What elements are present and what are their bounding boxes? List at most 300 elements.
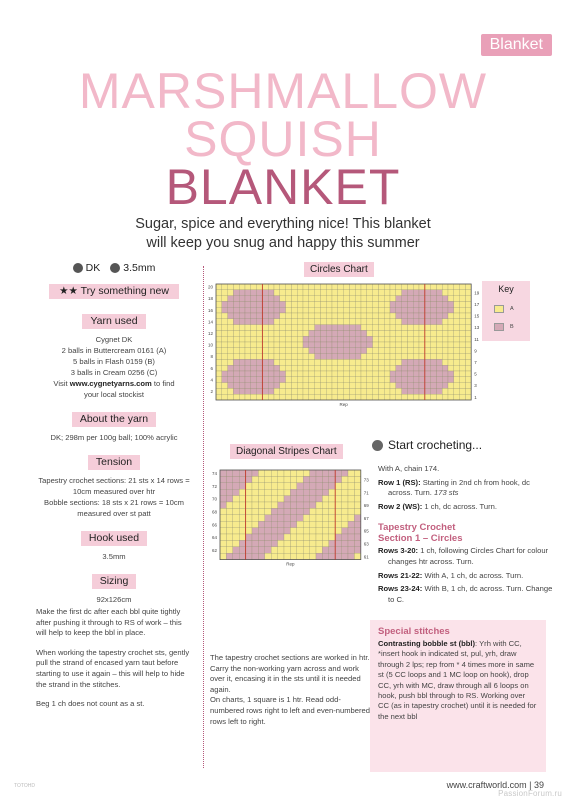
circles-cell xyxy=(413,296,419,302)
circles-cell xyxy=(355,325,361,331)
circles-cell xyxy=(262,301,268,307)
circles-cell xyxy=(431,371,437,377)
subtitle-line-2: will keep you snug and happy this summer xyxy=(146,235,420,251)
stripes-cell xyxy=(342,521,348,527)
circles-cell xyxy=(425,354,431,360)
circles-cell xyxy=(431,301,437,307)
circles-cell xyxy=(222,307,228,313)
circles-cell xyxy=(309,377,315,383)
circles-cell xyxy=(344,348,350,354)
circles-cell xyxy=(425,307,431,313)
circles-cell xyxy=(216,325,222,331)
stripes-row-label: 62 xyxy=(211,547,217,553)
circles-cell xyxy=(448,307,454,313)
circles-cell xyxy=(262,296,268,302)
circles-cell xyxy=(448,365,454,371)
circles-cell xyxy=(268,383,274,389)
stripes-cell xyxy=(290,476,296,482)
circles-cell xyxy=(442,307,448,313)
stripes-cell xyxy=(239,476,245,482)
sizing-text: 92x126cm xyxy=(96,595,132,604)
yarn-website-link[interactable]: www.cygnetyarns.com xyxy=(69,379,152,388)
stripes-cell xyxy=(342,476,348,482)
stripes-row-label: 72 xyxy=(211,483,217,489)
circles-cell xyxy=(367,290,373,296)
circles-cell xyxy=(431,336,437,342)
circles-cell xyxy=(367,301,373,307)
circles-cell xyxy=(251,313,257,319)
stripes-cell xyxy=(233,540,239,546)
circles-cell xyxy=(460,330,466,336)
circles-cell xyxy=(373,377,379,383)
circles-cell xyxy=(425,371,431,377)
circles-cell xyxy=(309,336,315,342)
circles-cell xyxy=(454,307,460,313)
circles-cell xyxy=(239,359,245,365)
stripes-cell xyxy=(239,483,245,489)
circles-cell xyxy=(431,296,437,302)
stripes-cell xyxy=(316,515,322,521)
stripes-cell xyxy=(329,534,335,540)
circles-cell xyxy=(338,371,344,377)
circles-cell xyxy=(367,313,373,319)
circles-cell xyxy=(303,296,309,302)
circles-cell xyxy=(396,325,402,331)
circles-cell xyxy=(315,330,321,336)
circles-cell xyxy=(286,325,292,331)
circles-cell xyxy=(442,354,448,360)
circles-cell xyxy=(419,377,425,383)
circles-cell xyxy=(419,394,425,400)
circles-cell xyxy=(465,365,471,371)
circles-cell xyxy=(419,313,425,319)
stripes-cell xyxy=(290,496,296,502)
circles-cell xyxy=(268,365,274,371)
stripes-cell xyxy=(258,489,264,495)
circles-cell xyxy=(233,336,239,342)
stripes-cell xyxy=(310,528,316,534)
stripes-cell xyxy=(297,508,303,514)
circles-cell xyxy=(257,336,263,342)
circles-cell xyxy=(228,319,234,325)
circles-cell xyxy=(239,319,245,325)
circles-cell xyxy=(402,284,408,290)
stripes-cell xyxy=(354,528,360,534)
circles-cell xyxy=(257,371,263,377)
circles-cell xyxy=(309,330,315,336)
stripes-cell xyxy=(226,489,232,495)
circles-cell xyxy=(378,383,384,389)
circles-cell xyxy=(442,371,448,377)
circles-cell xyxy=(419,307,425,313)
stripes-cell xyxy=(348,534,354,540)
circles-cell xyxy=(338,313,344,319)
circles-cell xyxy=(332,394,338,400)
circles-cell xyxy=(390,313,396,319)
stripes-cell xyxy=(303,521,309,527)
circles-cell xyxy=(216,313,222,319)
circles-cell xyxy=(349,348,355,354)
circles-cell xyxy=(274,313,280,319)
stripes-cell xyxy=(354,502,360,508)
stripes-cell xyxy=(322,553,328,559)
circles-cell xyxy=(396,330,402,336)
bullet-icon xyxy=(372,440,383,451)
circles-cell xyxy=(291,377,297,383)
circles-cell xyxy=(454,342,460,348)
circles-cell xyxy=(413,336,419,342)
site-link[interactable]: www.craftworld.com xyxy=(446,780,527,790)
circles-cell xyxy=(216,383,222,389)
stripes-cell xyxy=(278,515,284,521)
hook-heading: Hook used xyxy=(81,531,147,546)
circles-cell xyxy=(465,359,471,365)
stripes-cell xyxy=(246,528,252,534)
special-text: Contrasting bobble st (bbl): Yrh with CC, *insert hook in indicated st, pul, yrh, draw through 2 lps; rep from * 4 times more in same st (5 CC loops and 1 MC loop on hook), drop CC, yrh with MC, draw through all 6 loops on hook, push bbl through to RS. Working over CC (as in tapestry crochet) until it is needed for the next bbl xyxy=(378,639,537,721)
stripes-cell xyxy=(335,483,341,489)
circles-cell xyxy=(361,313,367,319)
circles-cell xyxy=(425,388,431,394)
circles-cell xyxy=(378,365,384,371)
circles-cell xyxy=(280,388,286,394)
circles-cell xyxy=(465,325,471,331)
circles-cell xyxy=(460,371,466,377)
circles-cell xyxy=(245,371,251,377)
circles-row-label: 18 xyxy=(207,296,213,302)
stripes-cell xyxy=(258,534,264,540)
circles-cell xyxy=(460,319,466,325)
circles-cell xyxy=(402,290,408,296)
stripes-cell xyxy=(335,540,341,546)
circles-cell xyxy=(233,307,239,313)
key-label-b: B xyxy=(510,324,514,330)
circles-cell xyxy=(251,336,257,342)
circles-cell xyxy=(303,290,309,296)
circles-cell xyxy=(349,319,355,325)
stripes-cell xyxy=(226,476,232,482)
stripes-cell xyxy=(271,489,277,495)
circles-cell xyxy=(390,388,396,394)
circles-cell xyxy=(245,354,251,360)
circles-cell xyxy=(233,365,239,371)
stripes-cell xyxy=(246,502,252,508)
circles-cell xyxy=(332,296,338,302)
hook-text: 3.5mm xyxy=(102,552,126,561)
circles-cell xyxy=(280,354,286,360)
circles-cell xyxy=(344,383,350,389)
circles-cell xyxy=(286,336,292,342)
circles-cell xyxy=(216,319,222,325)
circles-cell xyxy=(431,325,437,331)
stripes-cell xyxy=(297,528,303,534)
circles-cell xyxy=(251,348,257,354)
circles-cell xyxy=(338,342,344,348)
stripes-cell xyxy=(322,547,328,553)
circles-cell xyxy=(257,359,263,365)
circles-cell xyxy=(390,284,396,290)
circles-cell xyxy=(460,325,466,331)
circles-cell xyxy=(413,354,419,360)
circles-cell xyxy=(332,290,338,296)
circles-cell xyxy=(465,354,471,360)
instructions-column xyxy=(378,440,556,608)
circles-cell xyxy=(338,388,344,394)
circles-cell xyxy=(460,296,466,302)
circles-cell xyxy=(332,307,338,313)
circles-cell xyxy=(367,359,373,365)
circles-cell xyxy=(239,371,245,377)
circles-cell xyxy=(454,301,460,307)
circles-cell xyxy=(309,284,315,290)
stripes-cell xyxy=(354,521,360,527)
circles-cell xyxy=(344,319,350,325)
circles-cell xyxy=(303,377,309,383)
circles-cell xyxy=(431,354,437,360)
stripes-cell xyxy=(303,553,309,559)
circles-cell xyxy=(355,284,361,290)
circles-cell xyxy=(280,325,286,331)
circles-cell xyxy=(228,290,234,296)
stripes-cell xyxy=(258,496,264,502)
stripes-cell xyxy=(278,496,284,502)
circles-cell xyxy=(390,301,396,307)
circles-cell xyxy=(222,354,228,360)
stripes-cell xyxy=(348,470,354,476)
stripes-cell xyxy=(310,534,316,540)
circles-cell xyxy=(384,301,390,307)
circles-cell xyxy=(460,301,466,307)
circles-cell xyxy=(286,359,292,365)
circles-cell xyxy=(448,354,454,360)
circles-cell xyxy=(239,348,245,354)
circles-cell xyxy=(332,342,338,348)
circles-cell xyxy=(297,354,303,360)
circles-cell xyxy=(245,330,251,336)
circles-cell xyxy=(378,371,384,377)
key-title: Key xyxy=(498,284,514,294)
circles-cell xyxy=(280,342,286,348)
circles-cell xyxy=(425,383,431,389)
circles-cell xyxy=(367,377,373,383)
circles-cell xyxy=(413,388,419,394)
stripes-cell xyxy=(303,489,309,495)
circles-cell xyxy=(442,359,448,365)
circles-cell xyxy=(297,377,303,383)
circles-cell xyxy=(239,301,245,307)
circles-cell xyxy=(373,388,379,394)
circles-cell xyxy=(454,325,460,331)
circles-cell xyxy=(413,307,419,313)
circles-cell xyxy=(228,296,234,302)
stripes-cell xyxy=(297,496,303,502)
circles-cell xyxy=(326,290,332,296)
circles-cell xyxy=(245,284,251,290)
circles-cell xyxy=(384,296,390,302)
circles-cell xyxy=(262,388,268,394)
circles-cell xyxy=(262,359,268,365)
circles-cell xyxy=(344,336,350,342)
circles-cell xyxy=(268,301,274,307)
circles-cell xyxy=(442,394,448,400)
stripes-cell xyxy=(329,553,335,559)
circles-cell xyxy=(431,330,437,336)
circles-cell xyxy=(454,313,460,319)
circles-cell xyxy=(419,359,425,365)
circles-cell xyxy=(315,325,321,331)
stripes-cell xyxy=(342,515,348,521)
circles-cell xyxy=(320,325,326,331)
stripes-cell xyxy=(278,502,284,508)
circles-cell xyxy=(454,394,460,400)
stripes-cell xyxy=(271,521,277,527)
circles-cell xyxy=(373,365,379,371)
stripes-cell xyxy=(278,483,284,489)
circles-cell xyxy=(297,365,303,371)
stripes-cell xyxy=(297,534,303,540)
circles-cell xyxy=(465,342,471,348)
circles-cell xyxy=(460,336,466,342)
circles-cell xyxy=(448,301,454,307)
circles-cell xyxy=(344,359,350,365)
stripes-cell xyxy=(316,476,322,482)
stripes-cell xyxy=(316,540,322,546)
stripes-cell xyxy=(284,547,290,553)
circles-cell xyxy=(320,284,326,290)
circles-cell xyxy=(233,388,239,394)
stripes-cell xyxy=(303,470,309,476)
stripes-cell xyxy=(246,508,252,514)
circles-cell xyxy=(239,377,245,383)
circles-cell xyxy=(431,348,437,354)
circles-cell xyxy=(303,325,309,331)
stripes-cell xyxy=(265,515,271,521)
stripes-cell xyxy=(239,528,245,534)
stripes-cell xyxy=(297,483,303,489)
circles-cell xyxy=(228,330,234,336)
circles-row-label: 20 xyxy=(207,284,213,290)
circles-cell xyxy=(297,359,303,365)
circles-cell xyxy=(257,284,263,290)
stripes-cell xyxy=(252,470,258,476)
circles-cell xyxy=(413,348,419,354)
stripes-cell xyxy=(290,483,296,489)
circles-cell xyxy=(274,365,280,371)
circles-cell xyxy=(297,301,303,307)
circles-cell xyxy=(309,301,315,307)
circles-cell xyxy=(274,325,280,331)
circles-cell xyxy=(315,284,321,290)
circles-cell xyxy=(332,388,338,394)
circles-cell xyxy=(384,371,390,377)
stripes-cell xyxy=(252,540,258,546)
subtitle-line-1: Sugar, spice and everything nice! This blanket xyxy=(135,216,431,232)
circles-cell xyxy=(407,388,413,394)
circles-cell xyxy=(367,388,373,394)
stripes-cell xyxy=(310,508,316,514)
circles-cell xyxy=(460,290,466,296)
circles-cell xyxy=(402,354,408,360)
circles-cell xyxy=(436,307,442,313)
circles-cell xyxy=(338,325,344,331)
circles-cell xyxy=(460,394,466,400)
circles-cell xyxy=(326,365,332,371)
circles-cell xyxy=(326,301,332,307)
stripes-cell xyxy=(329,470,335,476)
circles-cell xyxy=(407,342,413,348)
circles-cell xyxy=(326,371,332,377)
circles-cell xyxy=(338,284,344,290)
stripes-cell xyxy=(342,528,348,534)
circles-cell xyxy=(442,348,448,354)
stripes-row-label: 71 xyxy=(363,490,369,496)
circles-cell xyxy=(251,301,257,307)
circles-cell xyxy=(378,377,384,383)
circles-cell xyxy=(396,307,402,313)
circles-cell xyxy=(291,365,297,371)
stripes-cell xyxy=(297,547,303,553)
circles-cell xyxy=(233,301,239,307)
stripes-cell xyxy=(310,521,316,527)
circles-cell xyxy=(390,296,396,302)
circles-cell xyxy=(396,383,402,389)
circles-cell xyxy=(384,348,390,354)
circles-cell xyxy=(349,307,355,313)
stripes-cell xyxy=(265,476,271,482)
stripes-cell xyxy=(348,489,354,495)
circles-cell xyxy=(268,394,274,400)
circles-cell xyxy=(419,371,425,377)
circles-cell xyxy=(315,296,321,302)
circles-cell xyxy=(297,388,303,394)
note-paragraph: Make the first dc after each bbl quite tightly after pushing it through to RS of work – this will help to keep the bbl in place. xyxy=(36,607,182,638)
circles-cell xyxy=(448,336,454,342)
stripes-cell xyxy=(322,508,328,514)
circles-cell xyxy=(448,342,454,348)
circles-cell xyxy=(303,330,309,336)
stripes-cell xyxy=(233,489,239,495)
circles-cell xyxy=(228,313,234,319)
circles-cell xyxy=(448,359,454,365)
stripes-cell xyxy=(246,521,252,527)
circles-cell xyxy=(373,319,379,325)
circles-cell xyxy=(274,359,280,365)
stripes-cell xyxy=(233,534,239,540)
circles-cell xyxy=(262,336,268,342)
circles-cell xyxy=(320,330,326,336)
circles-cell xyxy=(402,325,408,331)
circles-cell xyxy=(344,377,350,383)
circles-cell xyxy=(442,336,448,342)
circles-cell xyxy=(390,307,396,313)
circles-row-label: 14 xyxy=(207,319,213,325)
circles-cell xyxy=(378,348,384,354)
circles-cell xyxy=(390,377,396,383)
stripes-cell xyxy=(284,553,290,559)
stockist-line: Visit www.cygnetyarns.com to find xyxy=(53,379,175,388)
stripes-cell xyxy=(220,547,226,553)
key-swatch-b xyxy=(494,323,504,331)
circles-cell xyxy=(222,284,228,290)
circles-cell xyxy=(413,371,419,377)
circles-cell xyxy=(465,301,471,307)
stripes-cell xyxy=(329,547,335,553)
circles-cell xyxy=(454,359,460,365)
circles-cell xyxy=(268,330,274,336)
circles-cell xyxy=(315,313,321,319)
stripes-cell xyxy=(226,483,232,489)
circles-cell xyxy=(274,301,280,307)
circles-cell xyxy=(402,336,408,342)
